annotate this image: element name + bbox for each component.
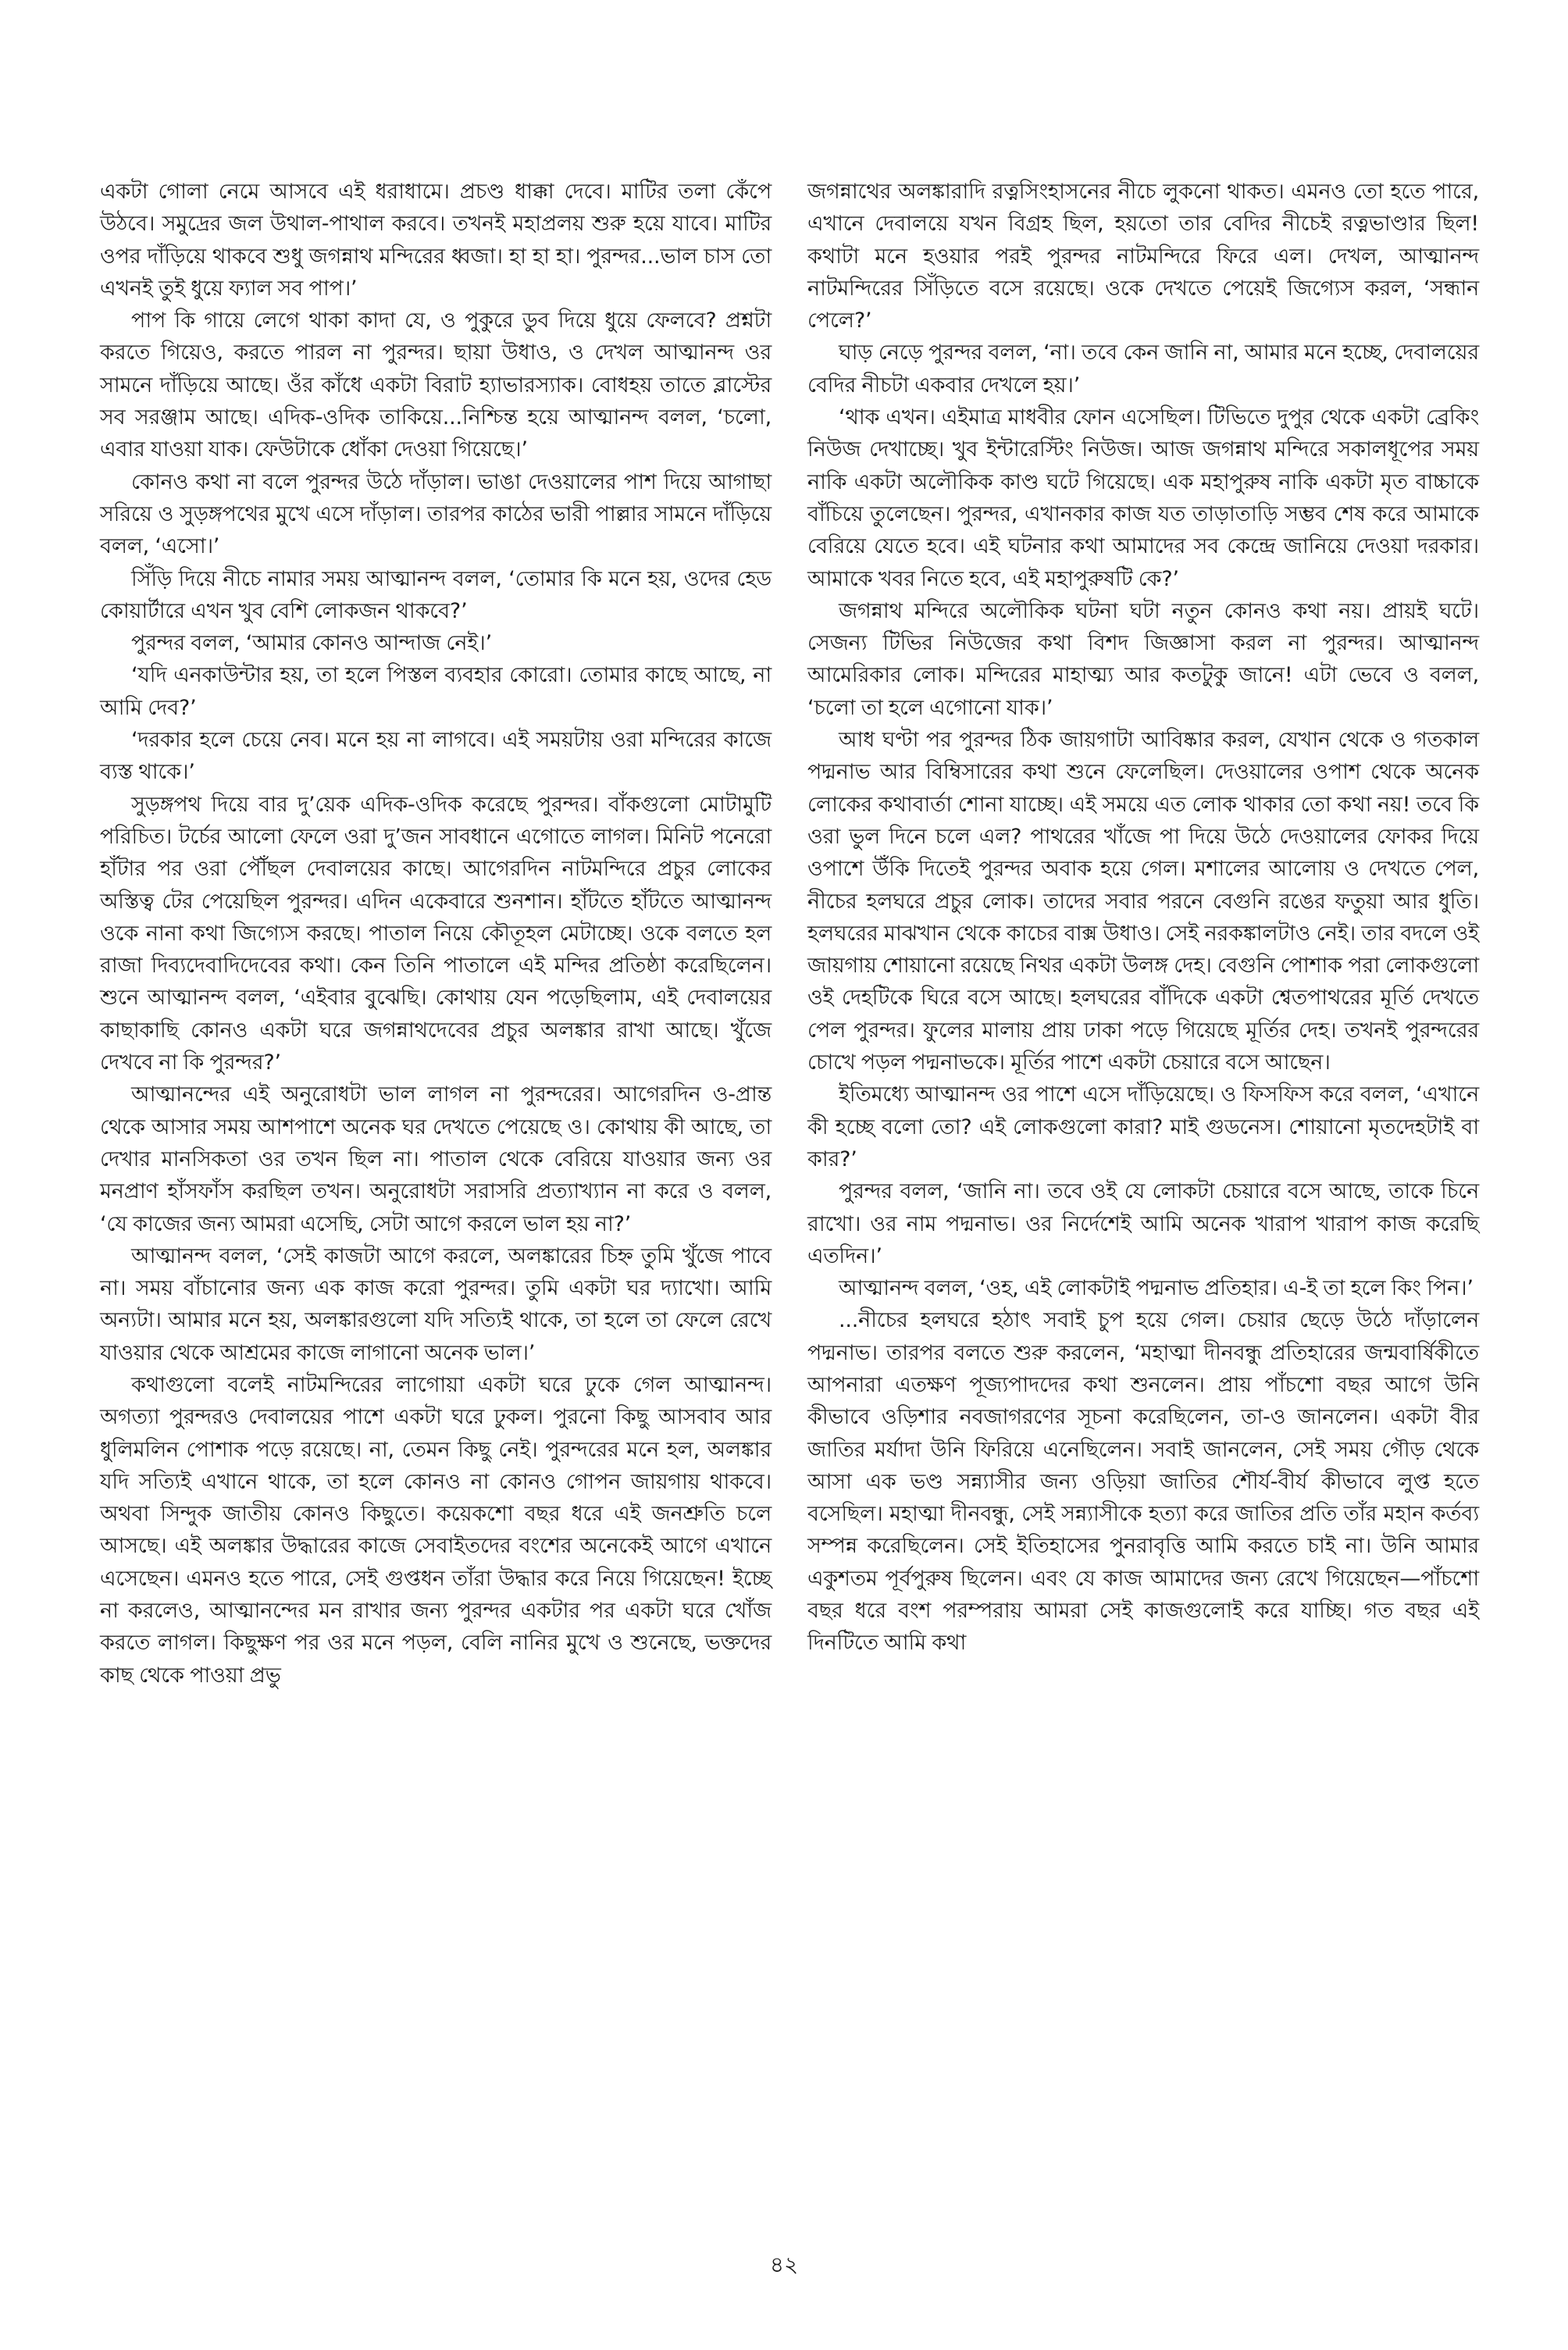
paragraph: ঘাড় নেড়ে পুরন্দর বলল, ‘না। তবে কেন জানি না, আমার মনে হচ্ছে, দেবালয়ের বেদির নীচটা একবার দেখলে হয়।’	[807, 341, 1479, 398]
paragraph: কথাগুলো বলেই নাটমন্দিরের লাগোয়া একটা ঘরে ঢুকে গেল আত্মানন্দ। অগত্যা পুরন্দরও দেবালয়ের পাশে একটা ঘরে ঢুকল। পুরনো কিছু আসবাব আর ধুলিমলিন পোশাক পড়ে রয়েছে। না, তেমন কিছু নেই। পুরন্দরের মনে হল, অলঙ্কার যদি সত্যিই এখানে থাকে, তা হলে কোনও না কোনও গোপন জায়গায় থাকবে। অথবা সিন্দুক জাতীয় কোনও কিছুতে। কয়েকশো বছর ধরে এই জনশ্রুতি চলে আসছে। এই অলঙ্কার উদ্ধারের কাজে সেবাইতদের বংশের অনেকেই আগে এখানে এসেছেন। এমনও হতে পারে, সেই গুপ্তধন তাঁরা উদ্ধার করে নিয়ে গিয়েছেন! ইচ্ছে না করলেও, আত্মানন্দের মন রাখার জন্য পুরন্দর একটার পর একটা ঘরে খোঁজ করতে লাগল। কিছুক্ষণ পর ওর মনে পড়ল, বেলি নানির মুখে ও শুনেছে, ভক্তদের কাছ থেকে পাওয়া প্রভু	[100, 1372, 772, 1688]
paragraph: ইতিমধ্যে আত্মানন্দ ওর পাশে এসে দাঁড়িয়েছে। ও ফিসফিস করে বলল, ‘এখানে কী হচ্ছে বলো তো? এই লোকগুলো কারা? মাই গুডনেস। শোয়ানো মৃতদেহটাই বা কার?’	[807, 1082, 1479, 1171]
paragraph: পুরন্দর বলল, ‘আমার কোনও আন্দাজ নেই।’	[131, 631, 492, 656]
paragraph: ‘যদি এনকাউন্টার হয়, তা হলে পিস্তল ব্যবহার কোরো। তোমার কাছে আছে, না আমি দেব?’	[100, 663, 772, 720]
paragraph: আত্মানন্দ বলল, ‘সেই কাজটা আগে করলে, অলঙ্কারের চিহ্ন তুমি খুঁজে পাবে না। সময় বাঁচানোর জন্য এক কাজ করো পুরন্দর। তুমি একটা ঘর দ্যাখো। আমি অন্যটা। আমার মনে হয়, অলঙ্কারগুলো যদি সত্যিই থাকে, তা হলে তা ফেলে রেখে যাওয়ার থেকে আশ্রমের কাজে লাগানো অনেক ভাল।’	[100, 1243, 772, 1365]
paragraph: সিঁড়ি দিয়ে নীচে নামার সময় আত্মানন্দ বলল, ‘তোমার কি মনে হয়, ওদের হেড কোয়ার্টারে এখন খুব বেশি লোকজন থাকবে?’	[100, 566, 772, 623]
paragraph: একটা গোলা নেমে আসবে এই ধরাধামে। প্রচণ্ড ধাক্কা দেবে। মাটির তলা কেঁপে উঠবে। সমুদ্রের জল উথাল-পাথাল করবে। তখনই মহাপ্রলয় শুরু হয়ে যাবে। মাটির ওপর দাঁড়িয়ে থাকবে শুধু জগন্নাথ মন্দিরের ধ্বজা। হা হা হা। পুরন্দর...ভাল চাস তো এখনই তুই ধুয়ে ফ্যাল সব পাপ।’	[100, 180, 772, 301]
paragraph: ‘থাক এখন। এইমাত্র মাধবীর ফোন এসেছিল। টিভিতে দুপুর থেকে একটা ব্রেকিং নিউজ দেখাচ্ছে। খুব ইন্টারেস্টিং নিউজ। আজ জগন্নাথ মন্দিরে সকালধূপের সময় নাকি একটা অলৌকিক কাণ্ড ঘটে গিয়েছে। এক মহাপুরুষ নাকি একটা মৃত বাচ্চাকে বাঁচিয়ে তুলেছেন। পুরন্দর, এখানকার কাজ যত তাড়াতাড়ি সম্ভব শেষ করে আমাকে বেরিয়ে যেতে হবে। এই ঘটনার কথা আমাদের সব কেন্দ্রে জানিয়ে দেওয়া দরকার। আমাকে খবর নিতে হবে, এই মহাপুরুষটি কে?’	[807, 405, 1479, 591]
paragraph: আত্মানন্দের এই অনুরোধটা ভাল লাগল না পুরন্দরের। আগেরদিন ও-প্রান্ত থেকে আসার সময় আশপাশে অনেক ঘর দেখতে পেয়েছে ও। কোথায় কী আছে, তা দেখার মানসিকতা ওর তখন ছিল না। পাতাল থেকে বেরিয়ে যাওয়ার জন্য ওর মনপ্রাণ হাঁসফাঁস করছিল তখন। অনুরোধটা সরাসরি প্রত্যাখ্যান না করে ও বলল, ‘যে কাজের জন্য আমরা এসেছি, সেটা আগে করলে ভাল হয় না?’	[100, 1082, 772, 1236]
left-column	[100, 176, 772, 1692]
paragraph: পাপ কি গায়ে লেগে থাকা কাদা যে, ও পুকুরে ডুব দিয়ে ধুয়ে ফেলবে? প্রশ্নটা করতে গিয়েও, করতে পারল না পুরন্দর। ছায়া উধাও, ও দেখল আত্মানন্দ ওর সামনে দাঁড়িয়ে আছে। ওঁর কাঁধে একটা বিরাট হ্যাভারস্যাক। বোধহয় তাতে ব্লাস্টের সব সরঞ্জাম আছে। এদিক-ওদিক তাকিয়ে...নিশ্চিন্ত হয়ে আত্মানন্দ বলল, ‘চলো, এবার যাওয়া যাক। ফেউটাকে ধোঁকা দেওয়া গিয়েছে।’	[100, 308, 772, 462]
paragraph: ‘দরকার হলে চেয়ে নেব। মনে হয় না লাগবে। এই সময়টায় ওরা মন্দিরের কাজে ব্যস্ত থাকে।’	[100, 728, 772, 785]
paragraph: সুড়ঙ্গপথ দিয়ে বার দু’য়েক এদিক-ওদিক করেছে পুরন্দর। বাঁকগুলো মোটামুটি পরিচিত। টর্চের আলো ফেলে ওরা দু’জন সাবধানে এগোতে লাগল। মিনিট পনেরো হাঁটার পর ওরা পৌঁছল দেবালয়ের কাছে। আগেরদিন নাটমন্দিরে প্রচুর লোকের অস্তিত্ব টের পেয়েছিল পুরন্দর। এদিন একেবারে শুনশান। হাঁটতে হাঁটতে আত্মানন্দ ওকে নানা কথা জিগ্যেস করছে। পাতাল নিয়ে কৌতূহল মেটাচ্ছে। ওকে বলতে হল রাজা দিব্যদেবাদিদেবের কথা। কেন তিনি পাতালে এই মন্দির প্রতিষ্ঠা করেছিলেন। শুনে আত্মানন্দ বলল, ‘এইবার বুঝেছি। কোথায় যেন পড়েছিলাম, এই দেবালয়ের কাছাকাছি কোনও একটা ঘরে জগন্নাথদেবের প্রচুর অলঙ্কার রাখা আছে। খুঁজে দেখবে না কি পুরন্দর?’	[100, 792, 772, 1075]
paragraph: জগন্নাথের অলঙ্কারাদি রত্নসিংহাসনের নীচে লুকনো থাকত। এমনও তো হতে পারে, এখানে দেবালয়ে যখন বিগ্রহ ছিল, হয়তো তার বেদির নীচেই রত্নভাণ্ডার ছিল! কথাটা মনে হওয়ার পরই পুরন্দর নাটমন্দিরে ফিরে এল। দেখল, আত্মানন্দ নাটমন্দিরের সিঁড়িতে বসে রয়েছে। ওকে দেখতে পেয়েই জিগ্যেস করল, ‘সন্ধান পেলে?’	[807, 180, 1479, 333]
paragraph: আত্মানন্দ বলল, ‘ওহ, এই লোকটাই পদ্মনাভ প্রতিহার। এ-ই তা হলে কিং পিন।’	[839, 1276, 1474, 1301]
paragraph: জগন্নাথ মন্দিরে অলৌকিক ঘটনা ঘটা নতুন কোনও কথা নয়। প্রায়ই ঘটে। সেজন্য টিভির নিউজের কথা বিশদ জিজ্ঞাসা করল না পুরন্দর। আত্মানন্দ আমেরিকার লোক। মন্দিরের মাহাত্ম্য আর কতটুকু জানে! এটা ভেবে ও বলল, ‘চলো তা হলে এগোনো যাক।’	[807, 598, 1479, 720]
paragraph: ...নীচের হলঘরে হঠাৎ সবাই চুপ হয়ে গেল। চেয়ার ছেড়ে উঠে দাঁড়ালেন পদ্মনাভ। তারপর বলতে শুরু করলেন, ‘মহাত্মা দীনবন্ধু প্রতিহারের জন্মবার্ষিকীতে আপনারা এতক্ষণ পূজ্যপাদদের কথা শুনলেন। প্রায় পাঁচশো বছর আগে উনি কীভাবে ওড়িশার নবজাগরণের সূচনা করেছিলেন, তা-ও জানলেন। একটা বীর জাতির মর্যাদা উনি ফিরিয়ে এনেছিলেন। সবাই জানলেন, সেই সময় গৌড় থেকে আসা এক ভণ্ড সন্ন্যাসীর জন্য ওড়িয়া জাতির শৌর্য-বীর্য কীভাবে লুপ্ত হতে বসেছিল। মহাত্মা দীনবন্ধু, সেই সন্ন্যাসীকে হত্যা করে জাতির প্রতি তাঁর মহান কর্তব্য সম্পন্ন করেছিলেন। সেই ইতিহাসের পুনরাবৃত্তি আমি করতে চাই না। উনি আমার একুশতম পূর্বপুরুষ ছিলেন। এবং যে কাজ আমাদের জন্য রেখে গিয়েছেন—পাঁচশো বছর ধরে বংশ পরম্পরায় আমরা সেই কাজগুলোই করে যাচ্ছি। গত বছর এই দিনটিতে আমি কথা	[807, 1308, 1479, 1656]
paragraph: পুরন্দর বলল, ‘জানি না। তবে ওই যে লোকটা চেয়ারে বসে আছে, তাকে চিনে রাখো। ওর নাম পদ্মনাভ। ওর নির্দেশেই আমি অনেক খারাপ খারাপ কাজ করেছি এতদিন।’	[807, 1179, 1479, 1268]
page-number: ৪২	[769, 2252, 799, 2277]
paragraph: কোনও কথা না বলে পুরন্দর উঠে দাঁড়াল। ভাঙা দেওয়ালের পাশ দিয়ে আগাছা সরিয়ে ও সুড়ঙ্গপথের মুখে এসে দাঁড়াল। তারপর কাঠের ভারী পাল্লার সামনে দাঁড়িয়ে বলল, ‘এসো।’	[100, 469, 772, 559]
right-column	[807, 176, 1479, 1660]
paragraph: আধ ঘণ্টা পর পুরন্দর ঠিক জায়গাটা আবিষ্কার করল, যেখান থেকে ও গতকাল পদ্মনাভ আর বিম্বিসারের কথা শুনে ফেলেছিল। দেওয়ালের ওপাশ থেকে অনেক লোকের কথাবার্তা শোনা যাচ্ছে। এই সময়ে এত লোক থাকার তো কথা নয়! তবে কি ওরা ভুল দিনে চলে এল? পাথরের খাঁজে পা দিয়ে উঠে দেওয়ালের ফোকর দিয়ে ওপাশে উঁকি দিতেই পুরন্দর অবাক হয়ে গেল। মশালের আলোয় ও দেখতে পেল, নীচের হলঘরে প্রচুর লোক। তাদের সবার পরনে বেগুনি রঙের ফতুয়া আর ধুতি। হলঘরের মাঝখান থেকে কাচের বাক্স উধাও। সেই নরকঙ্কালটাও নেই। তার বদলে ওই জায়গায় শোয়ানো রয়েছে নিথর একটা উলঙ্গ দেহ। বেগুনি পোশাক পরা লোকগুলো ওই দেহটিকে ঘিরে বসে আছে। হলঘরের বাঁদিকে একটা শ্বেতপাথরের মূর্তি দেখতে পেল পুরন্দর। ফুলের মালায় প্রায় ঢাকা পড়ে গিয়েছে মূর্তির দেহ। তখনই পুরন্দরের চোখে পড়ল পদ্মনাভকে। মূর্তির পাশে একটা চেয়ারে বসে আছেন।	[807, 728, 1479, 1075]
